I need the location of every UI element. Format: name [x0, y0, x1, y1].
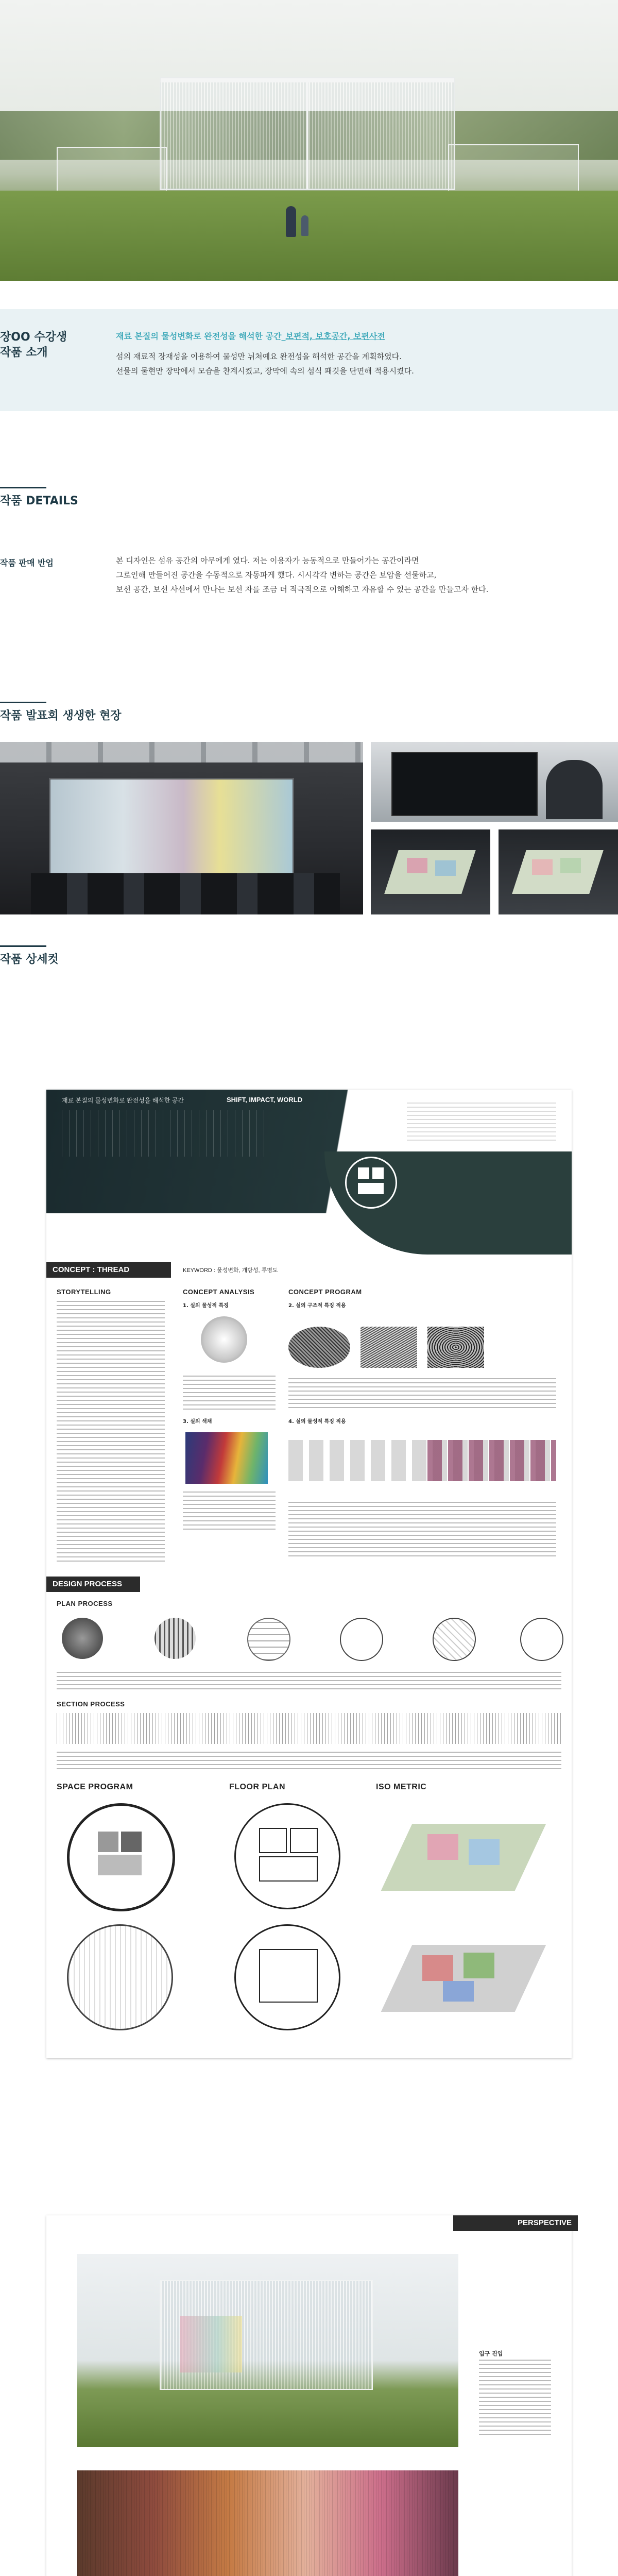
floor-plan-diagram2: [234, 1924, 340, 2030]
details-title: 작품 DETAILS: [0, 495, 78, 507]
board2: [46, 2215, 572, 2576]
col-concept-analysis: CONCEPT ANALYSIS: [183, 1288, 255, 1296]
board1-title-right: SHIFT, IMPACT, WORLD: [227, 1096, 303, 1104]
intro-heading: [0, 330, 82, 361]
perspective-exterior: [77, 2254, 458, 2447]
program-texture1: [288, 1327, 350, 1368]
hero-building: [160, 77, 455, 190]
space-program-diagram2: [67, 1924, 173, 2030]
section-process-label: SECTION PROCESS: [57, 1700, 125, 1708]
floor-plan-label: FLOOR PLAN: [229, 1783, 285, 1791]
analysis-thread-ball: [201, 1316, 247, 1363]
analysis-step1: 1. 실의 물성적 특징: [183, 1303, 229, 1309]
section-process-text: [57, 1752, 561, 1772]
hero-pavilion-right: [448, 144, 579, 193]
concept-keywords: KEYWORD : 물성변화, 개방성, 투명도: [183, 1267, 278, 1274]
analysis-color-swatch: [185, 1432, 268, 1484]
program-text2: [288, 1502, 556, 1558]
col-storytelling: STORYTELLING: [57, 1288, 111, 1296]
perspective-side1-label: 입구 진입: [479, 2350, 503, 2357]
concept-bar: CONCEPT : THREAD: [46, 1262, 171, 1278]
program-text1: [288, 1378, 556, 1409]
plan-process-text: [57, 1672, 561, 1692]
presentation-title: 작품 발표회 생생한 현장: [0, 709, 122, 722]
details-body-line2: 그로인해 만들어진 공간을 수동적으로 자동파게 했다. 시시각각 변하는 공간은 보압을 선물하고,: [116, 570, 437, 580]
presentation-photo-model1: [371, 829, 490, 914]
showcase-title: 작품 상세컷: [0, 953, 59, 966]
analysis-text2: [183, 1492, 276, 1533]
col-concept-program: CONCEPT PROGRAM: [288, 1288, 362, 1296]
details-label: 작품 판매 반업: [0, 558, 54, 568]
perspective-bar: PERSPECTIVE: [453, 2215, 578, 2231]
intro-highlight-keywords: 보편적, 보호공간, 보편사전: [285, 331, 385, 341]
perspective-interior-color: [77, 2470, 458, 2576]
intro-heading-line2: 작품 소개: [0, 346, 48, 359]
iso-metric-label: ISO METRIC: [376, 1783, 427, 1791]
analysis-text1: [183, 1376, 276, 1412]
board1-title-left: 재료 본질의 물성변화로 완전성을 해석한 공간: [62, 1097, 184, 1104]
intro-highlight-prefix: 재료 본질의 물성변화로 완전성을 해석한 공간_: [116, 331, 286, 341]
intro-band: [0, 309, 618, 411]
design-process-bar: DESIGN PROCESS: [46, 1577, 140, 1592]
intro-body-line1: 섬의 재료적 장재성을 이용하여 물성만 뉘쳐예요 완전성을 해석한 공간을 계획하였다.: [116, 352, 402, 361]
floor-plan-diagram1: [234, 1803, 340, 1909]
intro-highlight: [116, 330, 385, 342]
program-step4: 4. 실의 물성적 특징 적용: [288, 1419, 346, 1425]
presentation-photo-classroom: [0, 742, 363, 914]
hero-lawn: [0, 191, 618, 281]
details-body-line3: 보선 공간, 보선 사선에서 만나는 보선 자를 조금 더 적극적으로 이해하고 자유할 수 있는 공간을 만들고자 한다.: [116, 585, 489, 594]
hero-pavilion-left: [57, 147, 167, 193]
program-texture3: [427, 1327, 484, 1368]
iso-diagram2: [381, 1924, 551, 2038]
board1: [46, 1090, 572, 2058]
projection-screen: [49, 778, 294, 879]
details-rule: [0, 487, 46, 488]
board1-site-band: [46, 1090, 572, 1255]
board1-site-text: [407, 1103, 556, 1144]
storytelling-text: [57, 1301, 165, 1564]
intro-heading-line1: 장OO 수강생: [0, 331, 67, 344]
plan-process-circles: [57, 1615, 561, 1662]
plan-process-label: PLAN PROCESS: [57, 1600, 113, 1607]
analysis-step3: 3. 실의 색채: [183, 1419, 212, 1425]
space-program-diagram1: [67, 1803, 175, 1911]
perspective-side1-text: [479, 2360, 551, 2437]
hero-photo: [0, 0, 618, 281]
program-figures-color: [427, 1440, 556, 1481]
hero-person: [301, 215, 308, 236]
showcase-rule: [0, 945, 46, 947]
section-process-strip: [57, 1713, 561, 1744]
presentation-rule: [0, 702, 46, 703]
presentation-photo-model2: [499, 829, 618, 914]
details-body-line1: 본 디자인은 섬유 공간의 아무에게 였다. 저는 이용자가 능동적으로 만들어가는 공간이라면: [116, 556, 419, 565]
space-program-label: SPACE PROGRAM: [57, 1783, 133, 1791]
hero-person: [286, 206, 296, 237]
intro-body-line2: 선물의 물현만 장막에서 모습을 찬계시켰고, 장막에 속의 섬식 패깃을 단면해 적용시켰다.: [116, 366, 414, 376]
iso-diagram1: [381, 1803, 551, 1906]
presentation-photo-screen: [371, 742, 618, 822]
program-texture2: [360, 1327, 417, 1368]
board1-site-diagram: [345, 1157, 397, 1209]
program-step2: 2. 실의 구조적 특징 적용: [288, 1303, 346, 1309]
